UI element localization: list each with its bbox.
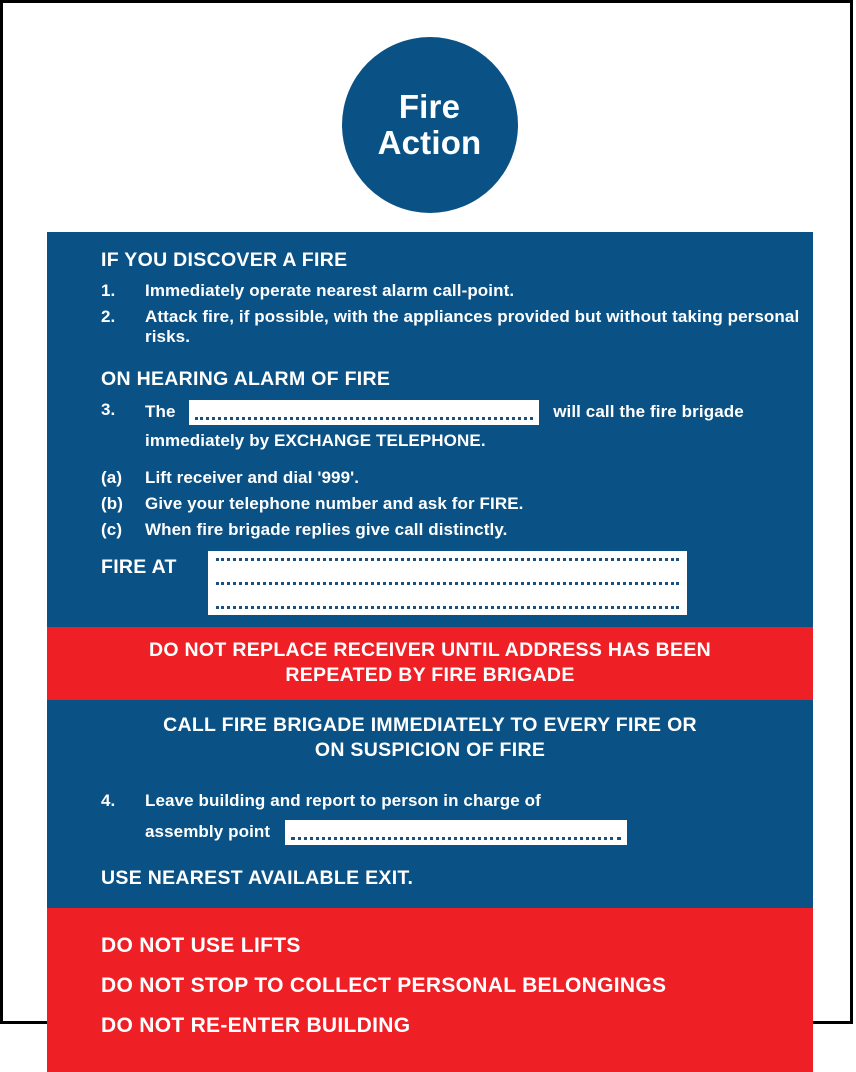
discover-item-2-text: Attack fire, if possible, with the appliances provided but without taking personal risks. xyxy=(145,307,800,346)
fire-at-section xyxy=(47,551,813,615)
receiver-warning-line-1: DO NOT REPLACE RECEIVER UNTIL ADDRESS HAS BEEN xyxy=(148,639,712,661)
fire-action-badge-container xyxy=(3,37,856,213)
badge-title-line-1: Fire xyxy=(398,88,461,126)
hearing-item-3-text-after: will call the fire brigade xyxy=(553,401,744,421)
use-nearest-exit-note: USE NEAREST AVAILABLE EXIT. xyxy=(101,866,414,889)
evacuation-item-4-marker: 4. xyxy=(101,790,116,810)
hearing-sub-item-b-marker: (b) xyxy=(101,494,124,513)
receiver-warning-band xyxy=(47,627,813,700)
hearing-sub-item-a xyxy=(101,468,813,488)
evacuation-item-4-line-1: Leave building and report to person in charge of xyxy=(145,790,541,810)
discover-item-1-marker: 1. xyxy=(101,281,116,300)
fire-at-label: FIRE AT xyxy=(101,556,177,578)
receiver-warning-line-2: REPEATED BY FIRE BRIGADE xyxy=(285,663,575,686)
evacuation-section xyxy=(47,775,813,908)
hearing-item-3-line-2: immediately by EXCHANGE TELEPHONE. xyxy=(145,431,486,450)
badge-title-line-2: Action xyxy=(377,124,482,161)
discover-item-1 xyxy=(101,281,813,301)
hearing-sub-item-c-text: When fire brigade replies give call distinctly. xyxy=(145,520,508,539)
discover-item-2 xyxy=(101,307,813,347)
fire-action-badge xyxy=(342,37,518,213)
hearing-sub-item-b-text: Give your telephone number and ask for FIRE. xyxy=(145,494,524,513)
discover-item-2-marker: 2. xyxy=(101,307,116,326)
fire-at-rule-3 xyxy=(216,606,679,609)
discover-heading: IF YOU DISCOVER A FIRE xyxy=(101,249,348,271)
hearing-section xyxy=(47,368,813,540)
fire-at-location-field[interactable] xyxy=(208,551,687,615)
hearing-sub-item-c-marker: (c) xyxy=(101,520,123,539)
hearing-sub-item-b xyxy=(101,494,813,514)
assembly-point-field-rule xyxy=(291,837,621,840)
assembly-point-field[interactable] xyxy=(285,820,627,845)
responsible-person-field[interactable] xyxy=(189,400,539,425)
hearing-item-3-marker: 3. xyxy=(101,400,116,419)
call-brigade-line-2: ON SUSPICION OF FIRE xyxy=(314,738,546,761)
hearing-sub-item-a-marker: (a) xyxy=(101,468,123,487)
hearing-sub-item-a-text: Lift receiver and dial '999'. xyxy=(145,468,360,487)
call-brigade-band xyxy=(47,700,813,775)
responsible-person-field-rule xyxy=(195,417,533,420)
evacuation-item-4-line-2: assembly point xyxy=(145,821,271,841)
hearing-sub-item-c xyxy=(101,520,813,540)
prohibition-no-belongings: DO NOT STOP TO COLLECT PERSONAL BELONGINGS xyxy=(101,973,667,997)
call-brigade-line-1: CALL FIRE BRIGADE IMMEDIATELY TO EVERY FIRE OR xyxy=(163,713,697,736)
fire-at-rule-1 xyxy=(216,558,679,561)
hearing-heading: ON HEARING ALARM OF FIRE xyxy=(101,368,391,390)
evacuation-item-4 xyxy=(101,791,813,845)
hearing-item-3 xyxy=(101,400,813,451)
prohibition-no-re-entry: DO NOT RE-ENTER BUILDING xyxy=(101,1013,411,1037)
prohibitions-section xyxy=(47,908,813,1072)
instruction-panel xyxy=(47,232,813,1072)
fire-at-rule-2 xyxy=(216,582,679,585)
discover-item-1-text: Immediately operate nearest alarm call-point. xyxy=(145,281,515,300)
discover-section xyxy=(47,232,813,627)
prohibition-no-lifts: DO NOT USE LIFTS xyxy=(101,933,301,957)
hearing-item-3-text-before: The xyxy=(145,401,176,421)
